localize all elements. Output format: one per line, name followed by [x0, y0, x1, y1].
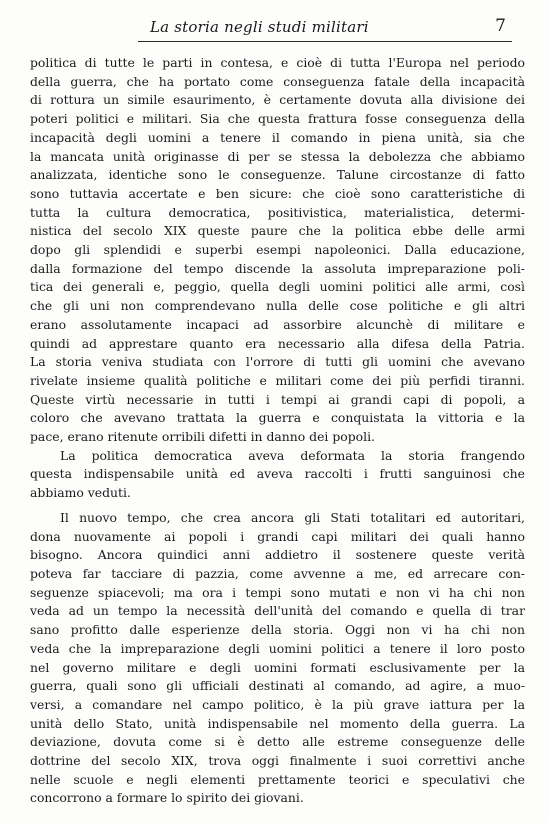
text-line: erano assolutamente incapaci ad assorbire alcunchè di militare e: [30, 316, 525, 332]
text-line: tica dei generali e, peggio, quella degli uomini politici alle armi, così: [30, 279, 525, 295]
text-line: nelle scuole e negli elementi prettamente teorici e speculativi che: [30, 771, 525, 787]
text-line: incapacità degli uomini a tenere il comando in piena unità, sia che: [30, 129, 525, 145]
text-line: rivelate insieme qualità politiche e militari come dei più perfidi tiranni.: [30, 372, 525, 388]
paragraph: [30, 509, 525, 808]
text-line: veda che la impreparazione degli uomini politici a tenere il loro posto: [30, 640, 525, 656]
text-line: sano profitto dalle esperienze della storia. Oggi non vi ha chi non: [30, 622, 525, 638]
text-line: unità dello Stato, unità indispensabile nel momento della guerra. La: [30, 715, 525, 731]
paragraph: [30, 447, 525, 503]
body-text: [30, 54, 525, 808]
text-line: pace, erano ritenute orribili difetti in danno dei popoli.: [30, 429, 375, 445]
text-line: concorrono a formare lo spirito dei giovani.: [30, 790, 304, 806]
text-line: tutta la cultura democratica, positivistica, materialistica, determi-: [30, 204, 525, 220]
running-header: [138, 12, 512, 42]
paragraph: [30, 54, 525, 447]
text-line: quindi ad apprestare quanto era necessario alla difesa della Patria.: [30, 335, 525, 351]
text-line: La storia veniva studiata con l'orrore di tutti gli uomini che avevano: [30, 354, 525, 370]
text-line: nel governo militare e degli uomini formati esclusivamente per la: [30, 659, 525, 675]
header-rule: [138, 41, 512, 42]
text-line: politica di tutte le parti in contesa, e cioè di tutta l'Europa nel periodo: [30, 55, 525, 70]
text-line: dona nuovamente ai popoli i grandi capi militari dei quali hanno: [30, 528, 525, 544]
text-line: Il nuovo tempo, che crea ancora gli Stati totalitari ed autoritari,: [60, 509, 525, 525]
text-line: la mancata unità originasse di per se stessa la debolezza che abbiamo: [30, 148, 525, 164]
text-line: veda ad un tempo la necessità dell'unità del comando e quella di trar: [30, 603, 525, 619]
text-line: bisogno. Ancora quindici anni addietro il sostenere queste verità: [30, 547, 525, 563]
text-line: poteri politici e militari. Sia che questa frattura fosse conseguenza della: [30, 111, 525, 127]
text-line: dopo gli splendidi e superbi esempi napoleonici. Dalla educazione,: [30, 242, 525, 258]
text-line: Queste virtù necessarie in tutti i tempi ai grandi capi di popoli, a: [30, 391, 525, 407]
text-line: questa indispensabile unità ed aveva raccolti i frutti sanguinosi che: [30, 466, 525, 482]
text-line: sono tuttavia accertate e ben sicure: che cioè sono caratteristiche di: [30, 185, 525, 201]
page-number: 7: [495, 16, 506, 36]
text-line: che gli uni non comprendevano nulla delle cose politiche e gli altri: [30, 298, 525, 314]
text-line: abbiamo veduti.: [30, 485, 131, 501]
text-line: seguenze spiacevoli; ma ora i tempi sono mutati e non vi ha chi non: [30, 584, 525, 600]
text-line: poteva far tacciare di pazzia, come avvenne a me, ed arrecare con-: [30, 565, 525, 581]
text-line: di rottura un simile esaurimento, è certamente dovuta alla divisione dei: [30, 92, 525, 108]
text-line: dalla formazione del tempo discende la assoluta impreparazione poli-: [30, 260, 525, 276]
text-line: guerra, quali sono gli ufficiali destinati al comando, ad agire, a muo-: [30, 678, 525, 694]
text-line: deviazione, dovuta come si è detto alle estreme conseguenze delle: [30, 734, 525, 750]
text-line: coloro che avevano trattata la guerra e conquistata la vittoria e la: [30, 410, 525, 426]
text-line: versi, a comandare nel campo politico, è la più grave iattura per la: [30, 696, 525, 712]
text-line: La politica democratica aveva deformata la storia frangendo: [60, 447, 525, 463]
text-line: nistica del secolo XIX queste paure che la politica ebbe delle armi: [30, 223, 525, 239]
text-line: della guerra, che ha portato come conseguenza fatale della incapacità: [30, 73, 525, 89]
text-line: analizzata, identiche sono le conseguenze. Talune circostanze di fatto: [30, 167, 525, 183]
text-line: dottrine del secolo XIX, trova oggi finalmente i suoi correttivi anche: [30, 753, 525, 769]
running-title: La storia negli studi militari: [150, 18, 369, 36]
